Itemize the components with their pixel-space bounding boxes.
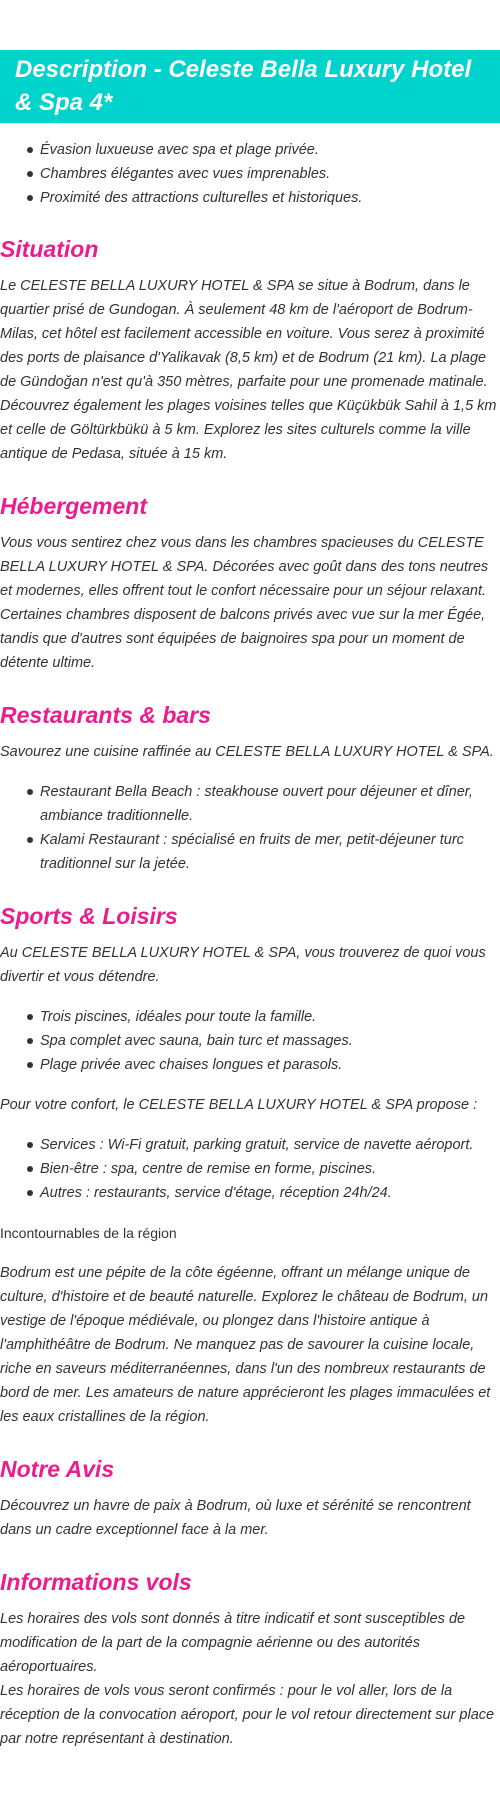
region-title: Incontournables de la région [0,1225,177,1241]
avis-text: Découvrez un havre de paix à Bodrum, où luxe et sérénité se rencontrent dans un cadre exceptionnel face à la mer. [0,1498,471,1538]
sports-heading: Sports & Loisirs [0,903,178,929]
hebergement-text: Vous vous sentirez chez vous dans les chambres spacieuses du CELESTE BELLA LUXURY HOTEL & SPA. Décorées avec goût dans des tons neutres et modernes, elles offrent tout le confort nécessaire pour un séjour relaxant. Certaines chambres disposent de balcons privés avec vue sur la mer Égée, tandis que d'autres sont équipées de baignoires spa pour un moment de détente ultime. [0,535,489,671]
list-item: Proximité des attractions culturelles et historiques. [40,186,500,210]
situation-heading: Situation [0,236,99,262]
list-item: Plage privée avec chaises longues et parasols. [40,1053,500,1077]
hotel-description [0,50,500,1751]
list-item: Autres : restaurants, service d'étage, réception 24h/24. [40,1181,500,1205]
comfort-list [0,1133,500,1205]
situation-text: Le CELESTE BELLA LUXURY HOTEL & SPA se situe à Bodrum, dans le quartier prisé de Gundogan. À seulement 48 km de l'aéroport de Bodrum-Milas, cet hôtel est facilement accessible en voiture. Vous serez à proximité des ports de plaisance d'Yalikavak (8,5 km) et de Bodrum (21 km). La plage de Gündoğan n'est qu'à 350 mètres, parfaite pour une promenade matinale. Découvrez également les plages voisines telles que Küçükbük Sahil à 1,5 km et celle de Göltürkbükü à 5 km. Explorez les sites culturels comme la ville antique de Pedasa, située à 15 km. [0,278,497,462]
list-item: Spa complet avec sauna, bain turc et massages. [40,1029,500,1053]
list-item: Bien-être : spa, centre de remise en forme, piscines. [40,1157,500,1181]
page-title: Description - Celeste Bella Luxury Hotel & Spa 4* [15,56,472,116]
region-text: Bodrum est une pépite de la côte égéenne, offrant un mélange unique de culture, d'histoire et de beauté naturelle. Explorez le château de Bodrum, un vestige de l'époque médiévale, ou plongez dans l'histoire antique à l'amphithéâtre de Bodrum. Ne manquez pas de savourer la cuisine locale, riche en saveurs méditerranéennes, dans l'un des nombreux restaurants de bord de mer. Les amateurs de nature apprécieront les plages immaculées et les eaux cristallines de la région. [0,1265,491,1425]
hebergement-heading: Hébergement [0,493,147,519]
sports-list [0,1005,500,1077]
restaurants-intro: Savourez une cuisine raffinée au CELESTE BELLA LUXURY HOTEL & SPA. [0,744,494,760]
list-item: Chambres élégantes avec vues imprenables. [40,162,500,186]
list-item: Services : Wi-Fi gratuit, parking gratuit, service de navette aéroport. [40,1133,500,1157]
list-item: Restaurant Bella Beach : steakhouse ouvert pour déjeuner et dîner, ambiance traditionnelle. [40,780,500,828]
list-item: Trois piscines, idéales pour toute la famille. [40,1005,500,1029]
restaurants-list [0,780,500,876]
vols-heading: Informations vols [0,1569,192,1595]
list-item: Évasion luxueuse avec spa et plage privée. [40,138,500,162]
vols-text-2: Les horaires de vols vous seront confirmés : pour le vol aller, lors de la réception de la convocation aéroport, pour le vol retour directement sur place par notre représentant à destination. [0,1683,495,1747]
list-item: Kalami Restaurant : spécialisé en fruits de mer, petit-déjeuner turc traditionnel sur la jetée. [40,828,500,876]
sports-intro: Au CELESTE BELLA LUXURY HOTEL & SPA, vous trouverez de quoi vous divertir et vous détendre. [0,945,486,985]
title-banner [0,50,500,123]
avis-heading: Notre Avis [0,1456,115,1482]
comfort-intro: Pour votre confort, le CELESTE BELLA LUXURY HOTEL & SPA propose : [0,1097,478,1113]
highlights-list [0,138,500,210]
restaurants-heading: Restaurants & bars [0,702,211,728]
vols-text-1: Les horaires des vols sont donnés à titre indicatif et sont susceptibles de modification de la part de la compagnie aérienne ou des autorités aéroportuaires. [0,1611,466,1675]
